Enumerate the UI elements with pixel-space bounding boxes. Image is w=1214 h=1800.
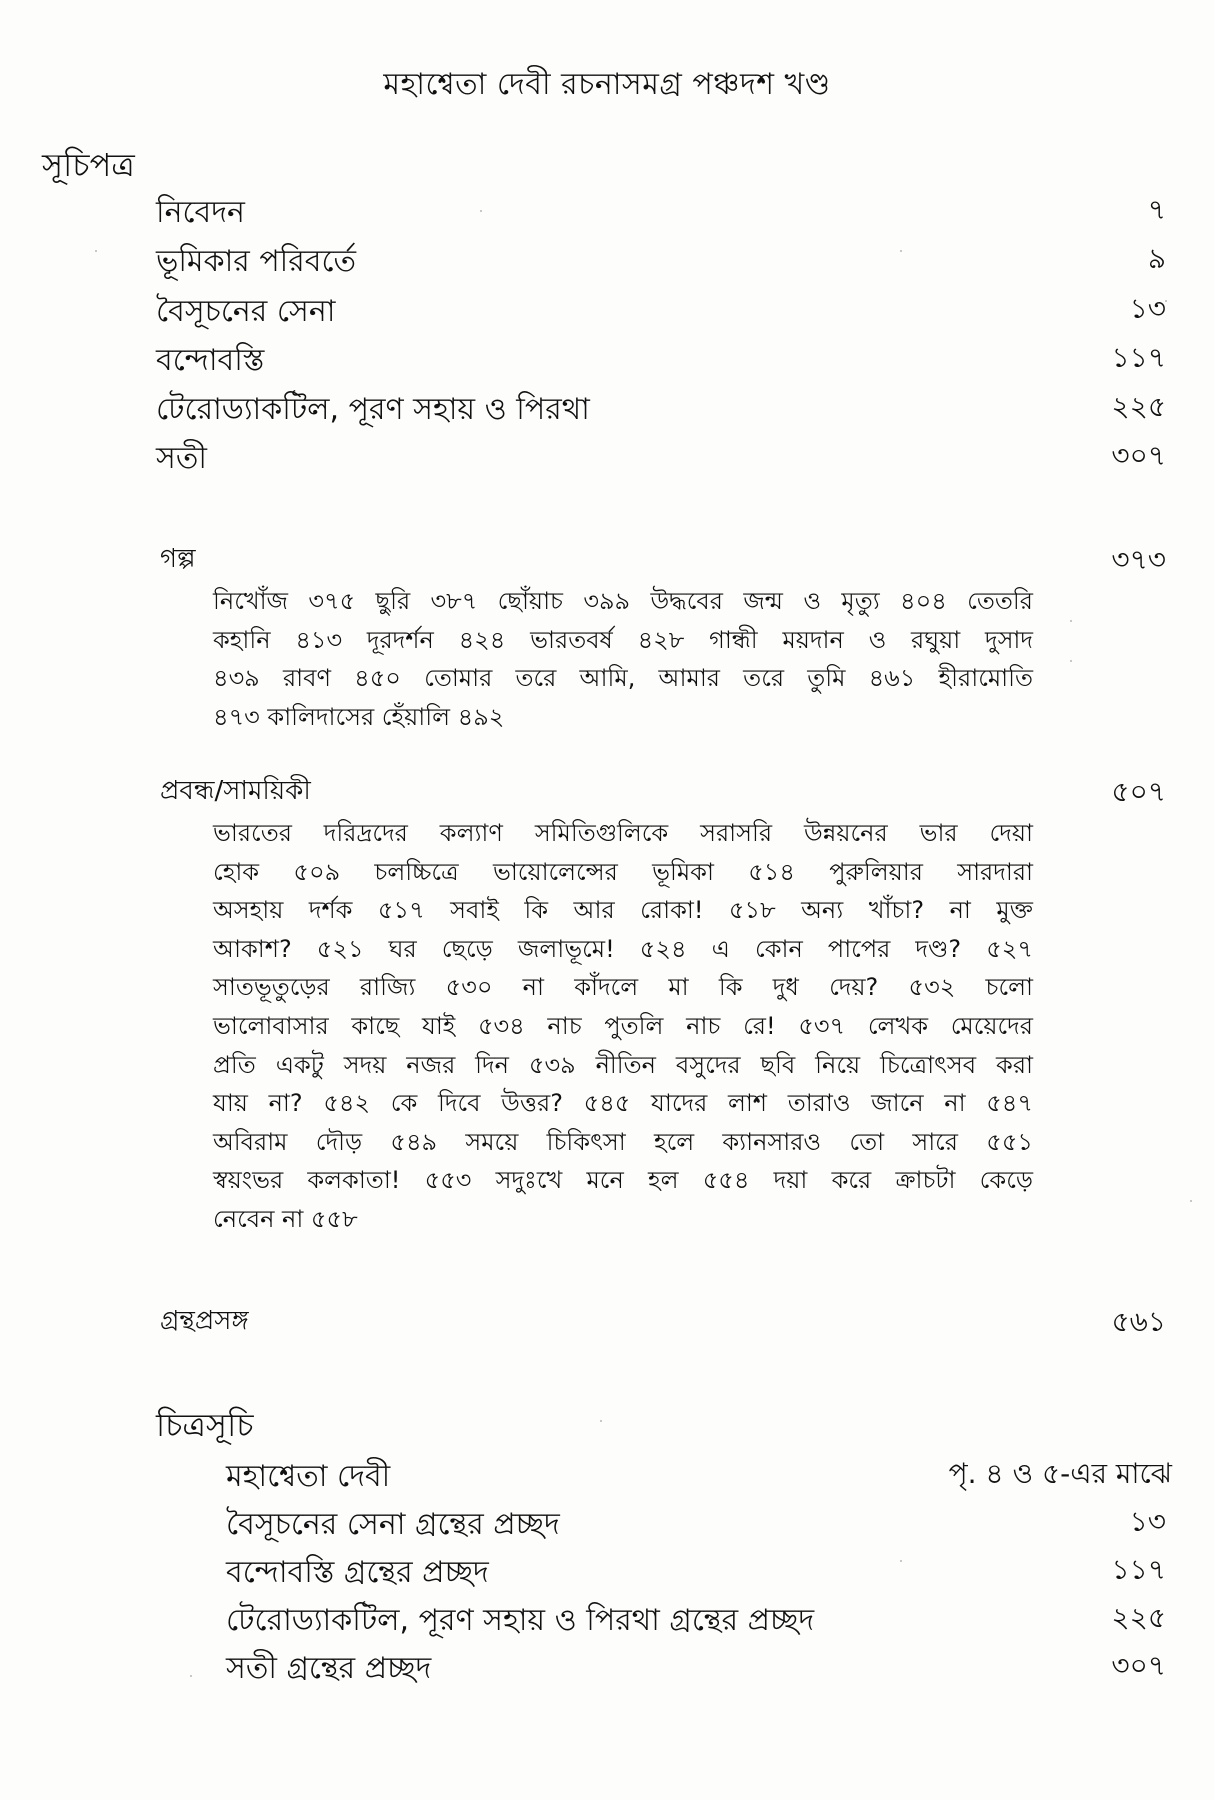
illustration-page: পৃ. ৪ ও ৫-এর মাঝে (948, 1457, 1172, 1490)
toc-entry-title: নিবেদন (156, 195, 245, 230)
stories-line: ৪৩৯ রাবণ ৪৫০ তোমার তরে আমি, আমার তরে তুমি ৪৬১ হীরামোতি (213, 664, 1033, 693)
essays-heading: প্রবন্ধ/সাময়িকী (160, 776, 311, 806)
illustration-page: ২২৫ (1111, 1601, 1166, 1634)
toc-entry-title: ভূমিকার পরিবর্তে (156, 244, 357, 279)
stories-line: কহানি ৪১৩ দূরদর্শন ৪২৪ ভারতবর্ষ ৪২৮ গান্ধী ময়দান ও রঘুয়া দুসাদ (213, 625, 1033, 654)
stories-line: নিখোঁজ ৩৭৫ ছুরি ৩৮৭ ছোঁয়াচ ৩৯৯ উদ্ধবের জন্ম ও মৃত্যু ৪০৪ তেতরি (213, 587, 1033, 615)
essays-line: যায় না? ৫৪২ কে দিবে উত্তর? ৫৪৫ যাদের লাশ তারাও জানে না ৫৪৭ (213, 1089, 1033, 1118)
scan-speck (1190, 1200, 1192, 1202)
scan-speck (600, 1420, 602, 1422)
toc-group-essays[interactable] (0, 770, 1214, 816)
essays-line: নেবেন না ৫৫৮ (213, 1204, 358, 1233)
book-context-heading: গ্রন্থপ্রসঙ্গ (160, 1306, 249, 1336)
toc-entry[interactable] (0, 385, 1214, 431)
illustration-title: বৈসূচনের সেনা গ্রন্থের প্রচ্ছদ (226, 1507, 560, 1542)
illustration-entry[interactable] (0, 1644, 1214, 1690)
essays-line: ভালোবাসার কাছে যাই ৫৩৪ নাচ পুতলি নাচ রে! ৫৩৭ লেখক মেয়েদের (213, 1011, 1033, 1040)
toc-entry-title: বন্দোবস্তি (156, 343, 265, 378)
illustration-page: ১৩ (1129, 1505, 1166, 1538)
essays-line: হোক ৫০৯ চলচ্চিত্রে ভায়োলেন্সের ভূমিকা ৫১৪ পুরুলিয়ার সারদারা (213, 857, 1033, 886)
toc-entry[interactable] (0, 188, 1214, 234)
contents-heading: সূচিপত্র (42, 146, 135, 184)
illustration-title: মহাশ্বেতা দেবী (226, 1459, 391, 1494)
stories-list (213, 582, 1033, 736)
stories-line: ৪৭৩ কালিদাসের হেঁয়ালি ৪৯২ (213, 702, 505, 731)
illustration-title: সতী গ্রন্থের প্রচ্ছদ (226, 1651, 432, 1686)
toc-entry[interactable] (0, 336, 1214, 382)
book-context-page: ৫৬১ (1111, 1305, 1166, 1338)
scan-speck (1070, 620, 1072, 622)
illustrations-heading: চিত্রসূচি (156, 1406, 254, 1444)
illustration-entry[interactable] (0, 1548, 1214, 1594)
toc-entry[interactable] (0, 434, 1214, 480)
essays-line: স্বয়ংভর কলকাতা! ৫৫৩ সদুঃখে মনে হল ৫৫৪ দয়া করে ক্রাচটা কেড়ে (213, 1166, 1033, 1195)
scan-speck (1070, 660, 1072, 662)
essays-line: আকাশ? ৫২১ ঘর ছেড়ে জলাভূমে! ৫২৪ এ কোন পাপের দণ্ড? ৫২৭ (213, 934, 1033, 963)
toc-entry-page: ৭ (1147, 193, 1166, 226)
essays-line: অসহায় দর্শক ৫১৭ সবাই কি আর রোকা! ৫১৮ অন্য খাঁচা? না মুক্ত (213, 896, 1033, 925)
volume-title: মহাশ্বেতা দেবী রচনাসমগ্র পঞ্চদশ খণ্ড (383, 67, 831, 102)
stories-page: ৩৭৩ (1111, 543, 1166, 576)
essays-line: অবিরাম দৌড় ৫৪৯ সময়ে চিকিৎসা হলে ক্যানসারও তো সারে ৫৫১ (213, 1127, 1033, 1156)
essays-page: ৫০৭ (1111, 775, 1166, 808)
toc-group-stories[interactable] (0, 538, 1214, 584)
essays-line: প্রতি একটু সদয় নজর দিন ৫৩৯ নীতিন বসুদের ছবি নিয়ে চিত্রোৎসব করা (213, 1050, 1033, 1079)
toc-group-book-context[interactable] (0, 1300, 1214, 1346)
toc-entry-title: বৈসূচনের সেনা (156, 294, 336, 329)
illustration-page: ৩০৭ (1111, 1649, 1166, 1682)
toc-entry-page: ৯ (1147, 242, 1166, 275)
illustration-page: ১১৭ (1111, 1553, 1166, 1586)
toc-entry-page: ১৩ (1129, 292, 1166, 325)
toc-entry-page: ৩০৭ (1111, 439, 1166, 472)
toc-entry[interactable] (0, 287, 1214, 333)
stories-heading: গল্প (160, 544, 196, 574)
essays-list (213, 814, 1033, 1239)
illustration-title: টেরোড্যাকটিল, পূরণ সহায় ও পিরথা গ্রন্থের প্রচ্ছদ (226, 1603, 815, 1638)
illustration-entry[interactable] (0, 1452, 1214, 1498)
illustration-entry[interactable] (0, 1596, 1214, 1642)
toc-entry[interactable] (0, 237, 1214, 283)
illustration-entry[interactable] (0, 1500, 1214, 1546)
essays-line: সাতভূতুড়ের রাজ্যি ৫৩০ না কাঁদলে মা কি দুধ দেয়? ৫৩২ চলো (213, 973, 1033, 1002)
toc-entry-title: সতী (156, 441, 207, 476)
illustration-title: বন্দোবস্তি গ্রন্থের প্রচ্ছদ (226, 1555, 489, 1590)
toc-entry-page: ১১৭ (1111, 341, 1166, 374)
toc-entry-title: টেরোড্যাকটিল, পূরণ সহায় ও পিরথা (156, 392, 590, 427)
essays-line: ভারতের দরিদ্রদের কল্যাণ সমিতিগুলিকে সরাসরি উন্নয়নের ভার দেয়া (213, 819, 1033, 847)
toc-entry-page: ২২৫ (1111, 390, 1166, 423)
